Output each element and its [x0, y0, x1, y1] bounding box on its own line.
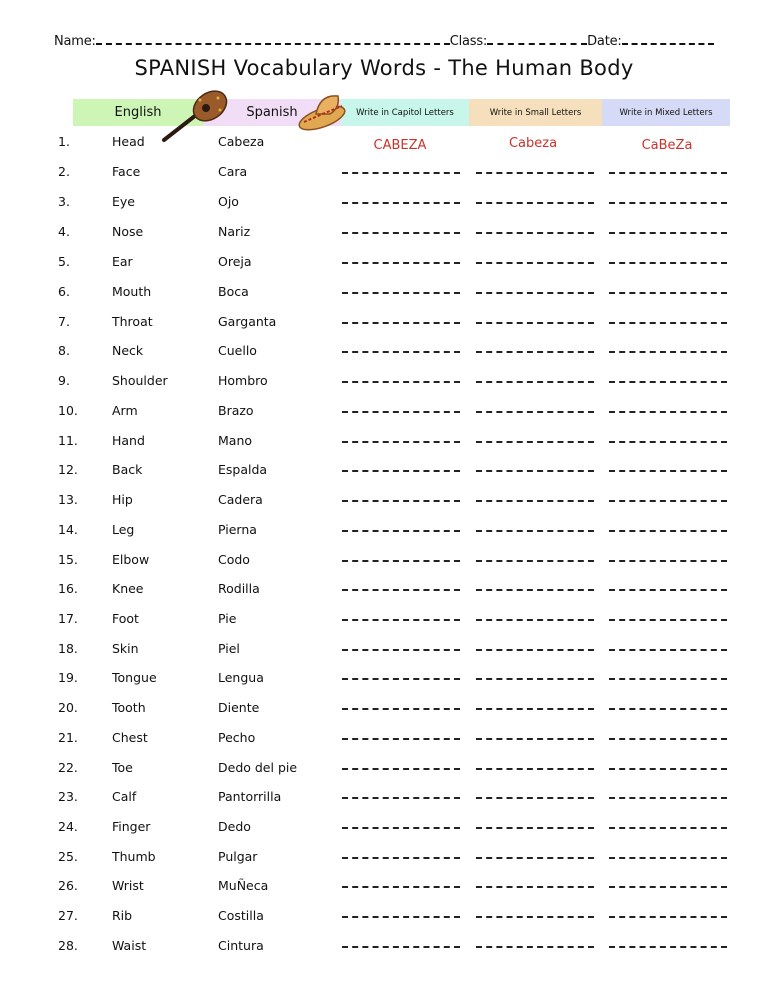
table-row [0, 878, 768, 902]
english-word: Knee [112, 581, 144, 596]
english-word: Leg [112, 522, 135, 537]
small-letters-blank[interactable] [476, 560, 594, 562]
capital-letters-blank[interactable] [342, 619, 460, 621]
capital-letters-blank[interactable] [342, 708, 460, 710]
spanish-word: Piel [218, 641, 240, 656]
spanish-word: Ojo [218, 194, 239, 209]
table-row [0, 908, 768, 932]
capital-letters-blank[interactable] [342, 470, 460, 472]
row-number: 20. [58, 700, 78, 715]
table-row [0, 522, 768, 546]
row-number: 1. [58, 134, 70, 149]
table-row [0, 700, 768, 724]
row-number: 24. [58, 819, 78, 834]
english-word: Tongue [112, 670, 157, 685]
capital-letters-blank[interactable] [342, 411, 460, 413]
mixed-letters-blank[interactable] [609, 589, 727, 591]
small-letters-blank[interactable] [476, 738, 594, 740]
row-number: 22. [58, 760, 78, 775]
small-letters-blank[interactable] [476, 797, 594, 799]
table-row [0, 134, 768, 158]
english-word: Shoulder [112, 373, 168, 388]
example-small: Cabeza [508, 136, 558, 151]
small-letters-blank[interactable] [476, 500, 594, 502]
capital-letters-blank[interactable] [342, 202, 460, 204]
small-letters-blank[interactable] [476, 589, 594, 591]
table-row [0, 641, 768, 665]
mixed-letters-blank[interactable] [609, 411, 727, 413]
table-row [0, 403, 768, 427]
capital-letters-blank[interactable] [342, 768, 460, 770]
small-letters-blank[interactable] [476, 827, 594, 829]
class-label: Class: [449, 34, 488, 49]
english-word: Elbow [112, 552, 150, 567]
capital-letters-blank[interactable] [342, 232, 460, 234]
column-header-spanish: Spanish [203, 99, 341, 126]
table-row [0, 373, 768, 397]
english-word: Face [112, 164, 141, 179]
row-number: 16. [58, 581, 78, 596]
mixed-letters-blank[interactable] [609, 470, 727, 472]
row-number: 13. [58, 492, 78, 507]
table-row [0, 254, 768, 278]
spanish-word: Lengua [218, 670, 264, 685]
spanish-word: Cuello [218, 343, 257, 358]
capital-letters-blank[interactable] [342, 827, 460, 829]
row-number: 14. [58, 522, 78, 537]
table-row [0, 819, 768, 843]
table-row [0, 581, 768, 605]
english-word: Nose [112, 224, 144, 239]
small-letters-blank[interactable] [476, 916, 594, 918]
row-number: 5. [58, 254, 70, 269]
english-word: Wrist [112, 878, 144, 893]
column-header-english: English [73, 99, 203, 126]
small-letters-blank[interactable] [476, 678, 594, 680]
example-capital: CABEZA [373, 138, 427, 153]
mixed-letters-blank[interactable] [609, 262, 727, 264]
mixed-letters-blank[interactable] [609, 292, 727, 294]
mixed-letters-blank[interactable] [609, 768, 727, 770]
table-row [0, 611, 768, 635]
small-letters-blank[interactable] [476, 530, 594, 532]
table-row [0, 433, 768, 457]
mixed-letters-blank[interactable] [609, 857, 727, 859]
spanish-word: Codo [218, 552, 250, 567]
capital-letters-blank[interactable] [342, 589, 460, 591]
capital-letters-blank[interactable] [342, 500, 460, 502]
capital-letters-blank[interactable] [342, 649, 460, 651]
mixed-letters-blank[interactable] [609, 827, 727, 829]
spanish-word: Oreja [218, 254, 252, 269]
english-word: Thumb [112, 849, 156, 864]
spanish-word: Costilla [218, 908, 264, 923]
row-number: 27. [58, 908, 78, 923]
capital-letters-blank[interactable] [342, 797, 460, 799]
table-row [0, 552, 768, 576]
row-number: 15. [58, 552, 78, 567]
table-row [0, 492, 768, 516]
class-field[interactable] [487, 31, 587, 45]
small-letters-blank[interactable] [476, 886, 594, 888]
column-header-small: Write in Small Letters [469, 99, 602, 126]
capital-letters-blank[interactable] [342, 322, 460, 324]
spanish-word: Cadera [218, 492, 263, 507]
column-header-capital: Write in Capitol Letters [341, 99, 469, 126]
row-number: 7. [58, 314, 70, 329]
spanish-word: Pantorrilla [218, 789, 282, 804]
small-letters-blank[interactable] [476, 262, 594, 264]
row-number: 4. [58, 224, 70, 239]
small-letters-blank[interactable] [476, 708, 594, 710]
small-letters-blank[interactable] [476, 619, 594, 621]
row-number: 23. [58, 789, 78, 804]
row-number: 12. [58, 462, 78, 477]
row-number: 3. [58, 194, 70, 209]
mixed-letters-blank[interactable] [609, 738, 727, 740]
mixed-letters-blank[interactable] [609, 678, 727, 680]
spanish-word: Nariz [218, 224, 251, 239]
spanish-word: Mano [218, 433, 253, 448]
english-word: Throat [112, 314, 153, 329]
spanish-word: Dedo [218, 819, 251, 834]
capital-letters-blank[interactable] [342, 916, 460, 918]
row-number: 25. [58, 849, 78, 864]
spanish-word: Dedo del pie [218, 760, 298, 775]
english-word: Head [112, 134, 145, 149]
table-row [0, 314, 768, 338]
mixed-letters-blank[interactable] [609, 619, 727, 621]
english-word: Toe [112, 760, 133, 775]
capital-letters-blank[interactable] [342, 441, 460, 443]
mixed-letters-blank[interactable] [609, 381, 727, 383]
table-row [0, 194, 768, 218]
capital-letters-blank[interactable] [342, 292, 460, 294]
mixed-letters-blank[interactable] [609, 886, 727, 888]
spanish-word: Cabeza [218, 134, 265, 149]
row-number: 8. [58, 343, 70, 358]
capital-letters-blank[interactable] [342, 262, 460, 264]
mixed-letters-blank[interactable] [609, 441, 727, 443]
english-word: Foot [112, 611, 139, 626]
spanish-word: Espalda [218, 462, 268, 477]
table-row [0, 462, 768, 486]
mixed-letters-blank[interactable] [609, 322, 727, 324]
date-label: Date: [587, 34, 622, 49]
table-row [0, 849, 768, 873]
small-letters-blank[interactable] [476, 857, 594, 859]
name-label: Name: [54, 34, 96, 49]
small-letters-blank[interactable] [476, 946, 594, 948]
spanish-word: Garganta [218, 314, 277, 329]
spanish-word: Cintura [218, 938, 264, 953]
column-header-mixed: Write in Mixed Letters [602, 99, 730, 126]
english-word: Waist [112, 938, 147, 953]
name-field[interactable] [96, 31, 450, 45]
capital-letters-blank[interactable] [342, 678, 460, 680]
english-word: Finger [112, 819, 151, 834]
mixed-letters-blank[interactable] [609, 708, 727, 710]
english-word: Eye [112, 194, 135, 209]
mixed-letters-blank[interactable] [609, 797, 727, 799]
small-letters-blank[interactable] [476, 411, 594, 413]
capital-letters-blank[interactable] [342, 857, 460, 859]
spanish-word: Diente [218, 700, 260, 715]
mixed-letters-blank[interactable] [609, 649, 727, 651]
small-letters-blank[interactable] [476, 470, 594, 472]
row-number: 9. [58, 373, 70, 388]
capital-letters-blank[interactable] [342, 530, 460, 532]
table-row [0, 730, 768, 754]
capital-letters-blank[interactable] [342, 946, 460, 948]
capital-letters-blank[interactable] [342, 886, 460, 888]
mixed-letters-blank[interactable] [609, 172, 727, 174]
capital-letters-blank[interactable] [342, 738, 460, 740]
student-info-line [54, 31, 728, 49]
spanish-word: Cara [218, 164, 248, 179]
example-mixed: CaBeZa [641, 138, 693, 153]
small-letters-blank[interactable] [476, 172, 594, 174]
mixed-letters-blank[interactable] [609, 500, 727, 502]
table-row [0, 343, 768, 367]
table-row [0, 224, 768, 248]
small-letters-blank[interactable] [476, 351, 594, 353]
spanish-word: Brazo [218, 403, 254, 418]
row-number: 10. [58, 403, 78, 418]
mixed-letters-blank[interactable] [609, 530, 727, 532]
mixed-letters-blank[interactable] [609, 351, 727, 353]
mixed-letters-blank[interactable] [609, 916, 727, 918]
mixed-letters-blank[interactable] [609, 560, 727, 562]
sombrero-icon [296, 90, 352, 132]
english-word: Skin [112, 641, 139, 656]
spanish-word: Pulgar [218, 849, 258, 864]
date-field[interactable] [622, 31, 714, 45]
english-word: Tooth [112, 700, 146, 715]
english-word: Back [112, 462, 143, 477]
row-number: 26. [58, 878, 78, 893]
spanish-word: MuÑeca [218, 878, 269, 893]
spanish-word: Pie [218, 611, 237, 626]
row-number: 11. [58, 433, 78, 448]
capital-letters-blank[interactable] [342, 351, 460, 353]
table-row [0, 789, 768, 813]
spanish-word: Boca [218, 284, 249, 299]
table-row [0, 670, 768, 694]
small-letters-blank[interactable] [476, 768, 594, 770]
english-word: Hip [112, 492, 133, 507]
spanish-word: Rodilla [218, 581, 260, 596]
spanish-word: Pierna [218, 522, 257, 537]
capital-letters-blank[interactable] [342, 560, 460, 562]
small-letters-blank[interactable] [476, 649, 594, 651]
table-row [0, 938, 768, 962]
english-word: Hand [112, 433, 145, 448]
row-number: 2. [58, 164, 70, 179]
english-word: Chest [112, 730, 148, 745]
small-letters-blank[interactable] [476, 292, 594, 294]
small-letters-blank[interactable] [476, 381, 594, 383]
capital-letters-blank[interactable] [342, 381, 460, 383]
row-number: 6. [58, 284, 70, 299]
mixed-letters-blank[interactable] [609, 946, 727, 948]
mixed-letters-blank[interactable] [609, 202, 727, 204]
row-number: 21. [58, 730, 78, 745]
small-letters-blank[interactable] [476, 322, 594, 324]
row-number: 28. [58, 938, 78, 953]
english-word: Arm [112, 403, 138, 418]
table-row [0, 284, 768, 308]
mixed-letters-blank[interactable] [609, 232, 727, 234]
english-word: Neck [112, 343, 144, 358]
row-number: 18. [58, 641, 78, 656]
row-number: 19. [58, 670, 78, 685]
english-word: Ear [112, 254, 133, 269]
capital-letters-blank[interactable] [342, 172, 460, 174]
table-row [0, 164, 768, 188]
spanish-word: Hombro [218, 373, 268, 388]
english-word: Mouth [112, 284, 152, 299]
small-letters-blank[interactable] [476, 202, 594, 204]
spanish-word: Pecho [218, 730, 256, 745]
row-number: 17. [58, 611, 78, 626]
english-word: Calf [112, 789, 137, 804]
english-word: Rib [112, 908, 133, 923]
table-row [0, 760, 768, 784]
small-letters-blank[interactable] [476, 232, 594, 234]
page-title: SPANISH Vocabulary Words - The Human Body [134, 56, 634, 80]
small-letters-blank[interactable] [476, 441, 594, 443]
